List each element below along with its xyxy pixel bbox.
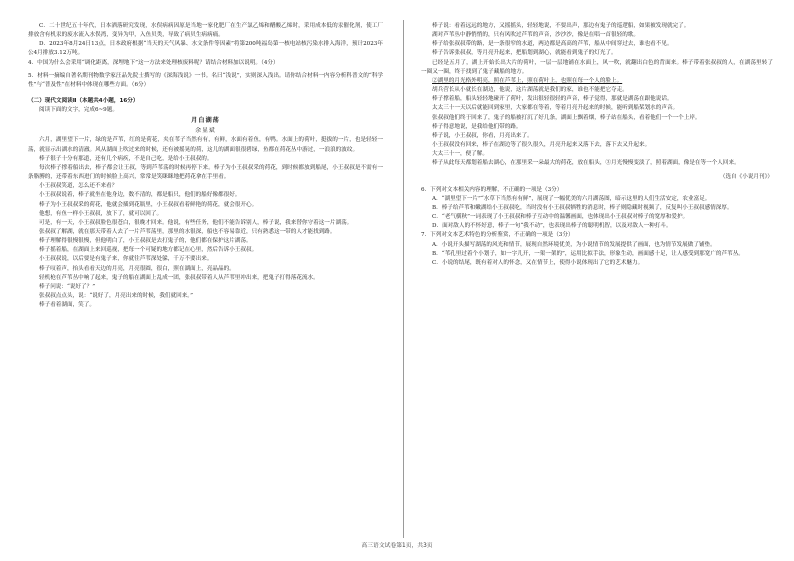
story-paragraph: 棒子很子十分有那道，还有几个病疾，不是自己吃，是给小王叔叔的。 <box>39 155 213 162</box>
section-heading: （二）现代文阅读Ⅱ（本题共4小题，16分） <box>28 98 139 105</box>
story-paragraph-underlined: ②湖里的月光格外明亮，照在芦苇上，照在荷叶上，也照在每一个人的脸上。 <box>432 77 623 84</box>
story-paragraph: 棒子告诉张叔叔，等月亮升起来，把船划到湖心，就能看到鬼子的灯光了。 <box>432 50 617 57</box>
question-6: 6．下列对文本相关内容的理解，不正确的一项是（3分） <box>421 186 563 193</box>
story-paragraph: 已经是五月了，湖上开始长出大片的荷叶，一层一层地铺在水面上，风一吹，就翻出白色的背面来。棒子带着张叔叔的人，在湖荡里转了一圈又一圈，终于找到了鬼子藏船的地方。 <box>421 59 773 75</box>
story-paragraph: 六月，湖里望下一片，绿的是芦苇，红的是荷花，夹在苇子当然有有，有鲜，水面有着鱼，有鸭。水面上的荷叶，挺拔的一片，也是轻轻一荡，就显示出湖水的清澈。风从湖面上吹过来的时候，还有被摇晃的荷，这儿的湖面很很碧绿，鱼都在荷花丛中游过，一浪浪的波纹。 <box>28 137 383 153</box>
story-paragraph: 可是，有一天，小王叔叔脸色很苍白，很晚才回来。他说，有些任务，他们不能告诉别人，棒子说，我来替你守着这一片湖荡。 <box>39 219 353 226</box>
story-paragraph: 棒子撑着船，船头轻轻地碰开了荷叶，发出很轻很轻的声音，棒子觉得，那就是湖荡在跟他说话。 <box>432 96 673 103</box>
question-6-option: A．“湖里望下一片”“水草下当然有有鲜”，展现了一幅优美的六月湖荡图，暗示这里的人们生活安定，农业富足。 <box>432 195 711 202</box>
story-paragraph: 棒子说：看着远远的地方，又摇摇头，轻轻地说，不要出声，那边有鬼子的巡逻船，如果被发现就完了。 <box>432 23 690 29</box>
reading-instruction: 阅读下面的文字，完成6~9题。 <box>39 107 118 114</box>
question-6-option: D．面对敌人的不怀好意，棒子一句“我不动”，也表现出棒子的聪明机智，以及对敌人一种打斗。 <box>432 223 672 230</box>
right-column <box>421 22 773 268</box>
story-paragraph: 棒子叹着声，抬头看看天边的月亮，月亮很圆，很白，照在湖面上，亮晶晶的。 <box>39 265 235 272</box>
question-7-option: A．小说开头描写湖荡的风光和情节，展现自然环境优美，为小说情节的发展提供了画面，也为情节发展做了铺垫。 <box>432 241 716 248</box>
column-divider <box>403 20 404 538</box>
story-paragraph: 棒子说，小王叔叔，你看，月亮出来了。 <box>432 132 533 139</box>
story-paragraph: 大太三十一，便了解。 <box>432 151 488 158</box>
question-5: 5．材料一摘编自著名期刊物数学家汪品先院士撰写的《深海浅说》一书。名曰“浅说”，实则深入浅出。请你结合材料一内容分析科普文的“科学性”与“普及性”在材料中体现在哪些方面。（6分） <box>28 72 383 88</box>
left-column <box>28 22 383 310</box>
question-7-option: C．小说的结尾，既有着对人的怀念，又在情节上，使得小说体现出了它的艺术魅力。 <box>432 259 644 266</box>
story-paragraph: 小王叔叔说，以后要是有鬼子来，你就往芦苇深处躲，千万不要出来。 <box>39 256 213 263</box>
story-paragraph: 张叔叔了解湖，就在那天带着人去了一片芦苇荡里，那里的水很深，船也不容易靠近，只有熟悉这一带的人才能找到路。 <box>39 228 336 235</box>
story-paragraph: 他想，有鱼一样小王叔叔，放下了，就可以回了。 <box>39 210 163 217</box>
story-title: 月白湖荡 <box>191 117 220 125</box>
question-7: 7．下列对文本艺术特色的分析鉴赏，不正确的一项是（3分） <box>421 232 574 239</box>
story-paragraph: 棒子问说：“说好了？” <box>39 283 96 290</box>
story-paragraph: 每次棒子撑着船出去，棒子都会让王叔，等到芦苇荡的时候再停下来。棒子为小王叔叔采的荷花，到时候都放到船尾，小王叔叔是不需有一条胳膊的，还带着东西进门的时候脸上高兴，常常是笑眯眯地把荷花拿在手里看。 <box>28 164 383 181</box>
story-paragraph: 小王叔叔笑道，怎么还不来看？ <box>39 183 118 190</box>
story-source: （选自《小说月刊》） <box>719 173 773 180</box>
question-7-option: B．“苇孔里过着个小划子，如一字儿开，一架一架的”，运用比拟手法，形象生动，画面感十足，让人感受到那宽广的芦苇丛。 <box>432 250 744 257</box>
story-author: 余显斌 <box>195 128 216 135</box>
story-paragraph: 棒子为小王叔叔采的荷花，他就会插到花瓶里，小王叔叔看着鲜艳的荷花，就会很开心。 <box>39 201 258 208</box>
question-4: 4．中国为什么会采用“调化距离，深埋地下”这一方法来处理核废料呢？请结合材料加以说明。（4分） <box>28 59 279 66</box>
question-6-option: B．棒子给芦苇和嫩湖给小王叔叔吃，当时没有小王叔叔牺牲的消息时，棒子则隐藏时视频了，反复叫小王叔叔感情深厚。 <box>432 204 733 211</box>
story-paragraph: 棒子给张叔叔带的路，是一条很窄的水道，两边都是高高的芦苇，船从中间穿过去，谁也看不见。 <box>432 41 673 48</box>
story-paragraph: 湖对芦苇丛中静悄悄的，只有风吹过芦苇的声音，沙沙沙，像是在唱一首很轻的歌。 <box>432 32 639 39</box>
story-paragraph: 胡兵营长从小就长在湖边，他说，这片湖荡就是我们的家，谁也不能把它夺走。 <box>432 87 628 94</box>
option-d: D．2023年8月24日13点，日本政府根据“当天的天气风暴、水文条件等因素”将第200吨福岛第一核电站核污染水排入海洋，预计2023年公4月排放3.12万吨。 <box>28 41 383 57</box>
story-paragraph: 棒子看着湖面，笑了。 <box>39 302 95 309</box>
story-paragraph: 棒子得意地说，是我给他们带的路。 <box>432 123 522 130</box>
story-paragraph: 棒子从此每天都划着船去湖心，在那里采一朵最大的荷花，放在船头，③月光慢慢变淡了，照着湖面，像是在等一个人回来。 <box>432 160 740 167</box>
question-6-option: C．“老气横秋”一词表现了小王叔叔和棒子互动中的温馨画面，也体现出小王叔叔对棒子的宽厚和爱护。 <box>432 214 689 221</box>
story-paragraph: 棒子摇着船，在湖面上来回巡视，把每一个可疑的地方都记在心里，然后告诉小王叔叔。 <box>39 247 258 254</box>
option-c: C．二十世纪五十年代，日本洒落研究发现，水俣病病因原是当地一家化肥厂在生产氯乙烯和醋酸乙烯时，采用成本低的汞催化剂，使工厂排放含有机汞的废水流入水俣湾，变异为甲，入鱼贝类，导致了病贝生病病痛。 <box>28 23 383 39</box>
story-paragraph: 太太三十一天以后就能回到家里，大家都在等着，等着月亮升起来的时候，能听到船桨划水的声音。 <box>432 105 679 112</box>
story-paragraph: 棒子理解得很慢很慢，但他明白了，小王叔叔是去打鬼子的，他们都在保护这片湖荡。 <box>39 238 252 245</box>
page-footer: 高三语文试卷第1页，共3页 <box>361 543 433 549</box>
story-paragraph: 张叔叔点点头，说：“说好了，月亮出来的时候，我们就回来。” <box>39 293 193 300</box>
story-paragraph: 张叔叔他们终于回来了，鬼子的船被打沉了好几条，湖面上飘着烟，棒子站在船头，看着他们一个一个上岸。 <box>432 114 701 121</box>
story-paragraph: 轻机枪在芦苇丛中响了起来，鬼子的船在湖面上乱成一团，张叔叔带着人从芦苇里冲出来，把鬼子打得落花流水。 <box>39 274 319 281</box>
story-paragraph: 小王叔叔说着，棒子就坐在他身边，数不清的，都是船只，他们的船好像都很好。 <box>39 192 241 199</box>
story-paragraph: 小王叔叔没有回来，棒子在湖边等了很久很久，月亮升起来又落下去，落下去又升起来。 <box>432 142 651 149</box>
